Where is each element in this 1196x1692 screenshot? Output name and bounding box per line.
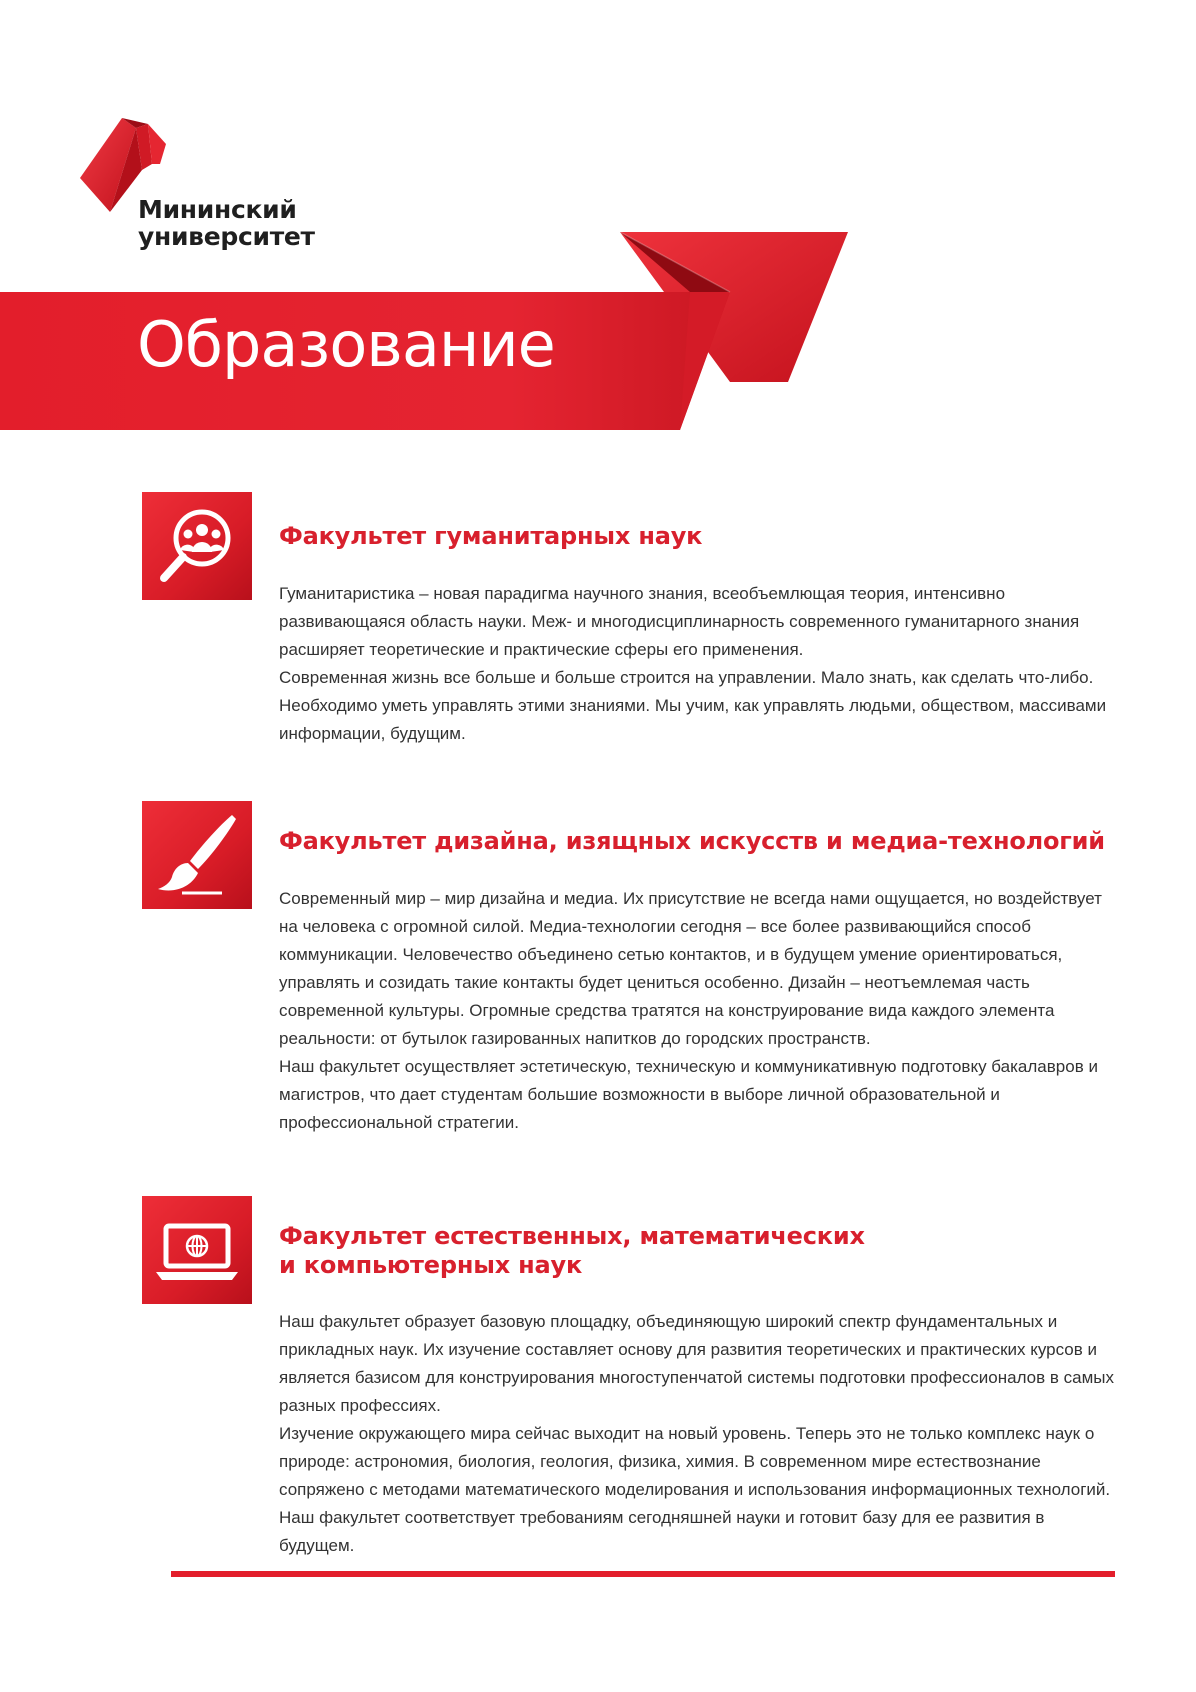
faculty-title [279,522,1139,551]
faculty-description [279,580,1119,748]
paragraph: Наш факультет осуществляет эстетическую, техническую и коммуникативную подготовку бакалавров и магистров, что дает студентам большие возможности в выборе личной образовательной и профессиональной стратегии. [279,1057,1098,1132]
faculty-icon-box [142,492,252,600]
page-title: Образование [137,308,555,381]
paintbrush-icon [142,801,252,909]
faculty-title-line: Факультет естественных, математических [279,1222,865,1250]
paragraph: Гуманитаристика – новая парадигма научного знания, всеобъемлющая теория, интенсивно развивающаяся область науки. Меж- и многодисциплинарность современного гуманитарного знания расширяет теоретические и практические сферы его применения. [279,584,1080,659]
faculty-title [279,827,1139,856]
faculty-icon-box [142,801,252,909]
faculty-description [279,885,1119,1137]
paragraph: Современная жизнь все больше и больше строится на управлении. Мало знать, как сделать что-либо. Необходимо уметь управлять этими знаниями. Мы учим, как управлять людьми, обществом, массивами информации, будущим. [279,668,1107,743]
bottom-divider [171,1571,1115,1577]
laptop-globe-icon [142,1196,252,1304]
people-magnifier-icon [142,492,252,600]
faculty-title-line: и компьютерных наук [279,1251,583,1279]
paragraph: Наш факультет образует базовую площадку, объединяющую широкий спектр фундаментальных и прикладных наук. Их изучение составляет основу для развития теоретических и практических курсов и является базисом для конструирования многоступенчатой системы подготовки профессионалов в самых разных профессиях. [279,1312,1115,1415]
faculty-icon-box [142,1196,252,1304]
logo-line-1: Мининский [138,195,297,224]
paragraph: Изучение окружающего мира сейчас выходит на новый уровень. Теперь это не только комплекс наук о природе: астрономия, биология, геология, физика, химия. В современном мире естествознание сопряжено с методами математического моделирования и использования информационных технологий. Наш факультет соответствует требованиям сегодняшней науки и готовит базу для ее развития в будущем. [279,1424,1111,1555]
faculty-title [279,1222,1139,1280]
faculty-description [279,1308,1119,1560]
logo-line-2: университет [138,222,315,251]
faculty-title-line: Факультет гуманитарных наук [279,522,703,550]
paragraph: Современный мир – мир дизайна и медиа. Их присутствие не всегда нами ощущается, но воздействует на человека с огромной силой. Медиа-технологии сегодня – все более развивающийся способ коммуникации. Человечество объединено сетью контактов, и в будущем умение ориентироваться, управлять и созидать такие контакты будет цениться особенно. Дизайн – неотъемлемая часть современной культуры. Огромные средства тратятся на конструирование вида каждого элемента реальности: от бутылок газированных напитков до городских пространств. [279,889,1102,1048]
faculty-title-line: Факультет дизайна, изящных искусств и медиа-технологий [279,827,1105,855]
